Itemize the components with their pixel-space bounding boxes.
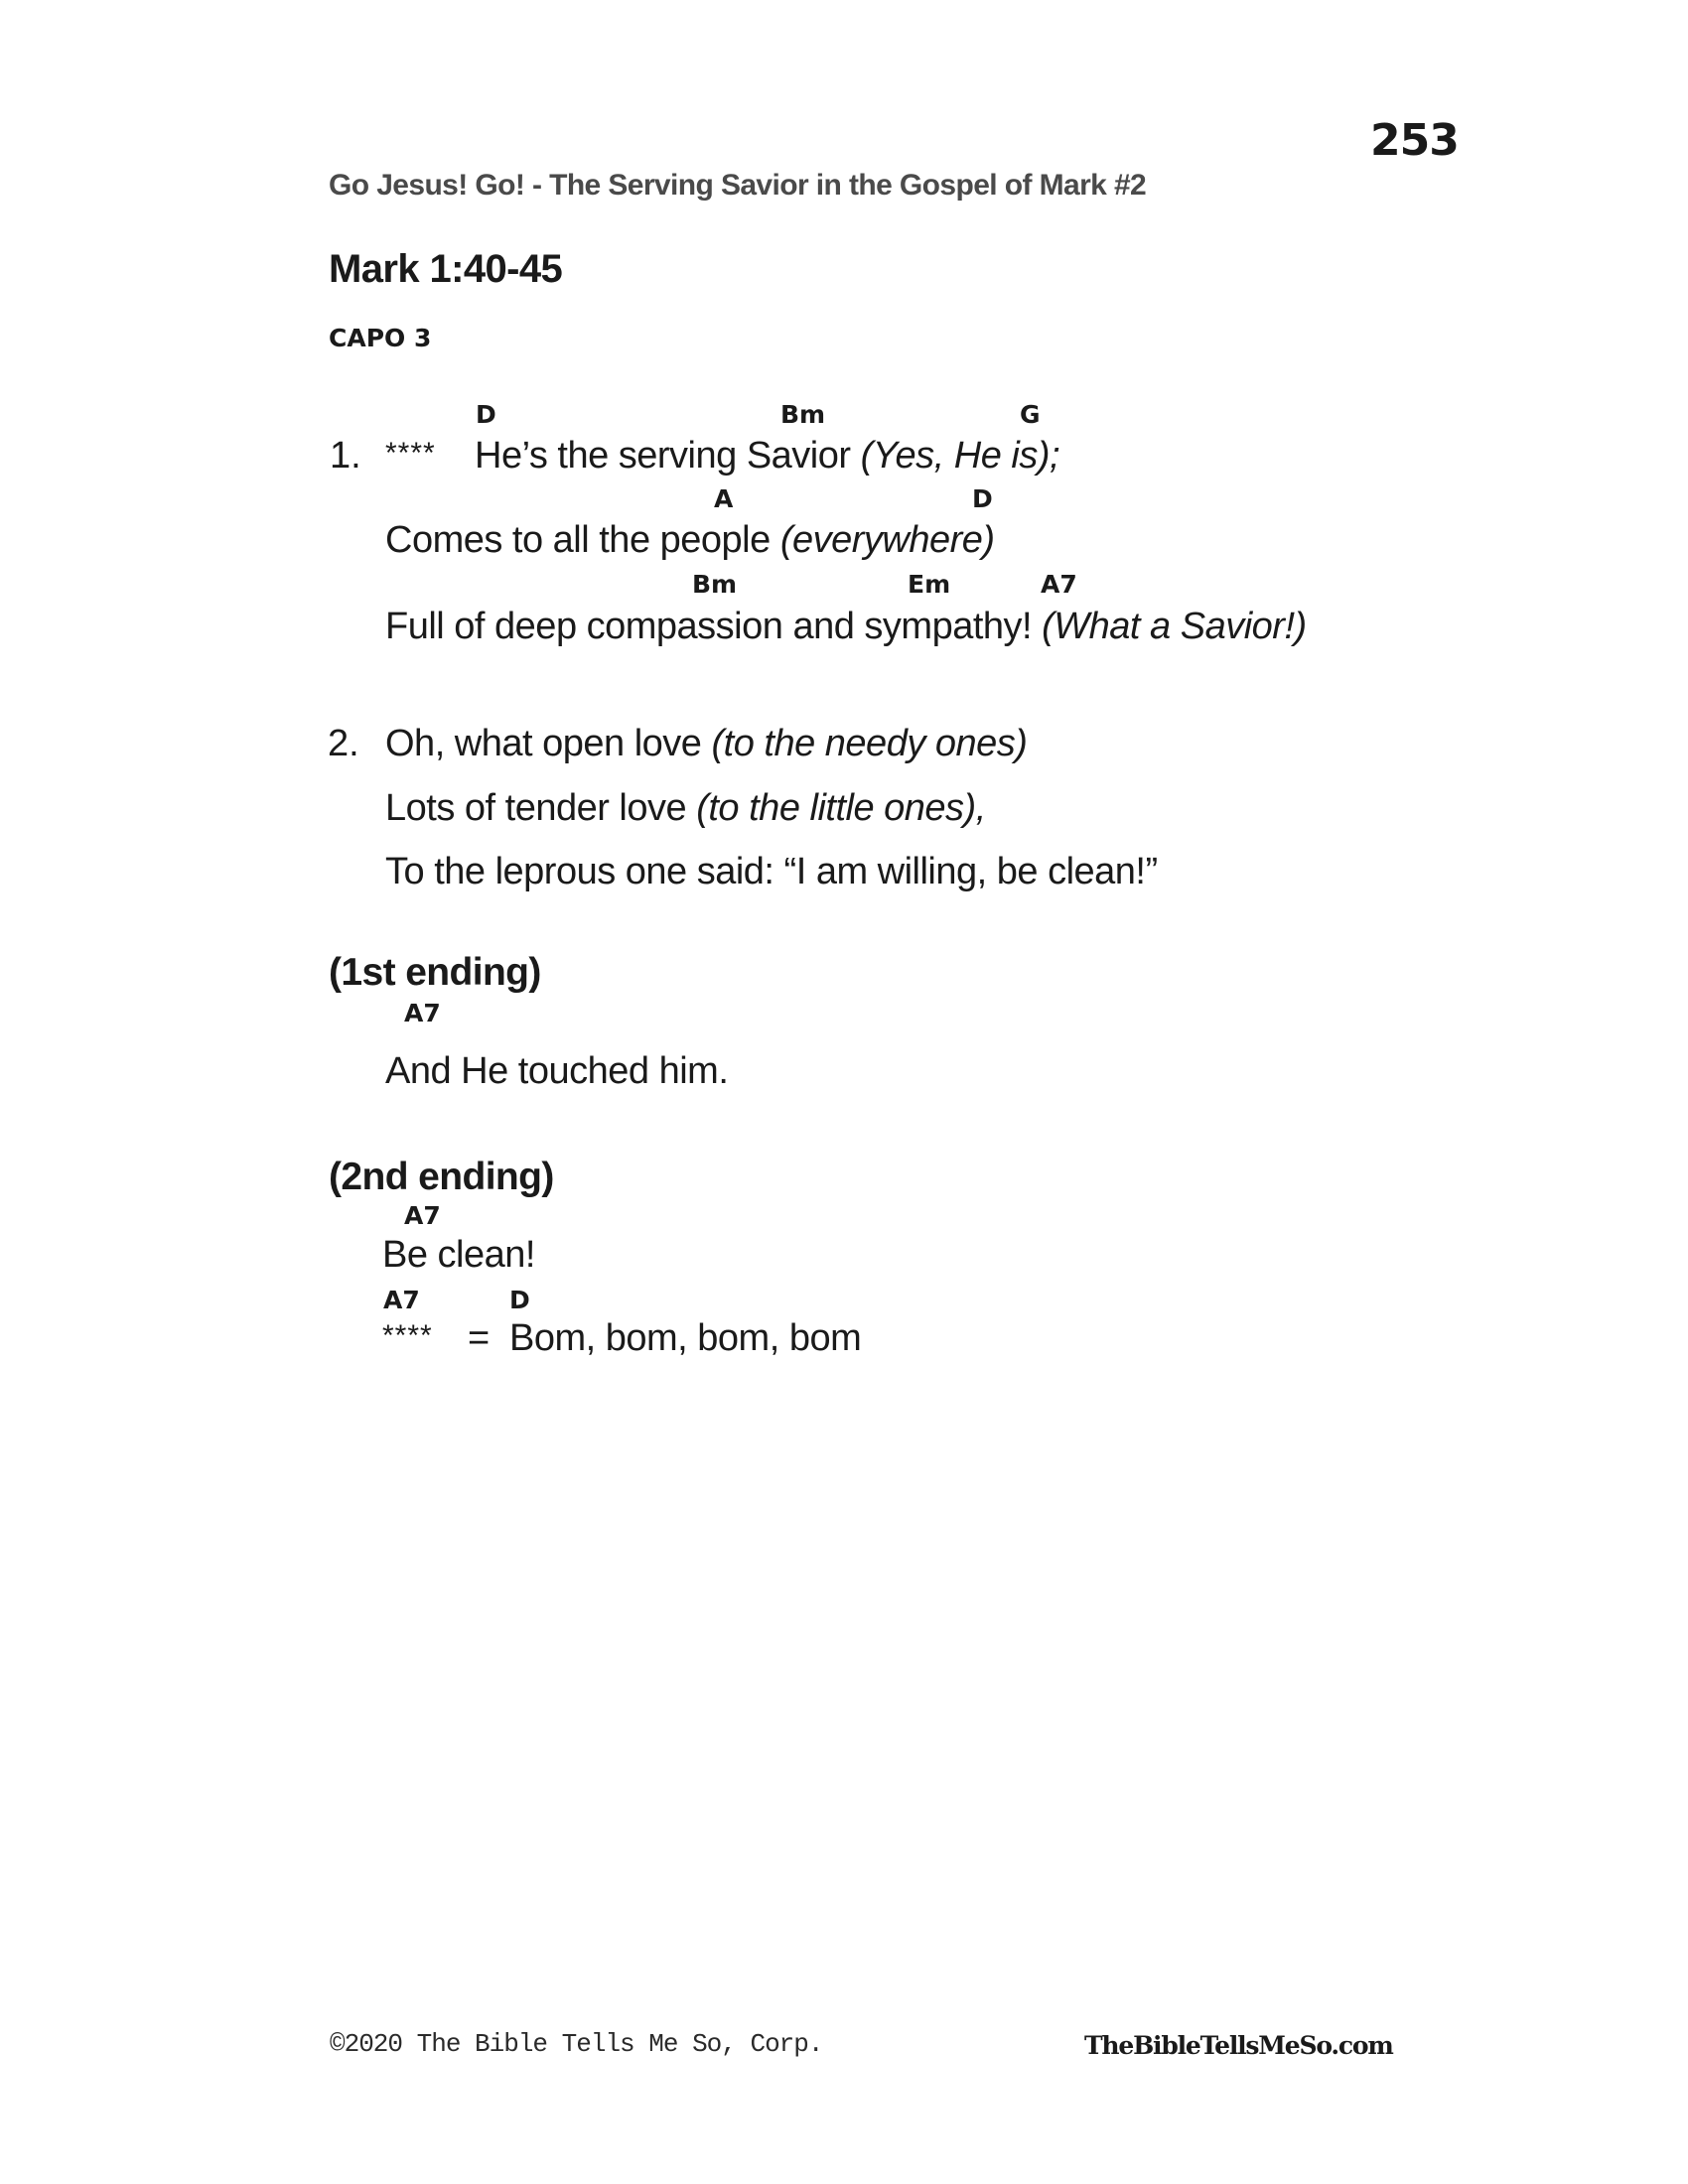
lyric-aside: (to the little ones), <box>696 787 986 829</box>
lyric-line: He’s the serving Savior (Yes, He is); <box>475 435 1060 477</box>
lyric-line: Lots of tender love (to the little ones), <box>385 787 986 829</box>
verse-number: 2. <box>328 723 359 764</box>
chord: D <box>972 484 993 513</box>
song-subtitle: Go Jesus! Go! - The Serving Savior in the Gospel of Mark #2 <box>329 169 1147 202</box>
verse-number: 1. <box>330 435 361 477</box>
website-link[interactable]: TheBibleTellsMeSo.com <box>1084 2031 1393 2060</box>
chord: A7 <box>404 999 441 1027</box>
chord: A7 <box>383 1286 420 1314</box>
chord: Em <box>908 570 951 599</box>
lyric-line: Comes to all the people (everywhere) <box>385 519 995 561</box>
lyric-line: And He touched him. <box>385 1050 729 1092</box>
ending-label: (1st ending) <box>329 951 541 994</box>
ending-label: (2nd ending) <box>329 1156 554 1198</box>
lyric-line: Bom, bom, bom, bom <box>509 1317 862 1359</box>
equals-sign: = <box>468 1317 490 1359</box>
chord: G <box>1020 400 1041 429</box>
lyric-line: Be clean! <box>382 1234 535 1276</box>
chord: D <box>509 1286 530 1314</box>
copyright-notice: ©2020 The Bible Tells Me So, Corp. <box>330 2029 823 2059</box>
chord: A7 <box>1041 570 1077 599</box>
chord: Bm <box>692 570 738 599</box>
chord: D <box>476 400 496 429</box>
chord: A7 <box>404 1201 441 1230</box>
lyric-line: Oh, what open love (to the needy ones) <box>385 723 1028 764</box>
page-number: 253 <box>1370 115 1459 166</box>
lyric-aside: (everywhere) <box>779 519 995 561</box>
lyric-aside: (to the needy ones) <box>711 723 1028 764</box>
bom-marker: **** <box>382 1319 433 1352</box>
chord: A <box>714 484 734 513</box>
bom-marker: **** <box>385 437 436 470</box>
capo-instruction: CAPO 3 <box>329 324 432 352</box>
chord: Bm <box>780 400 826 429</box>
lyric-aside: (What a Savior!) <box>1042 606 1307 647</box>
lyric-line: Full of deep compassion and sympathy! (What a Savior!) <box>385 606 1307 647</box>
lyric-aside: (Yes, He is); <box>860 435 1060 477</box>
scripture-reference-heading: Mark 1:40-45 <box>329 247 563 291</box>
lyric-line: To the leprous one said: “I am willing, be clean!” <box>385 851 1158 892</box>
